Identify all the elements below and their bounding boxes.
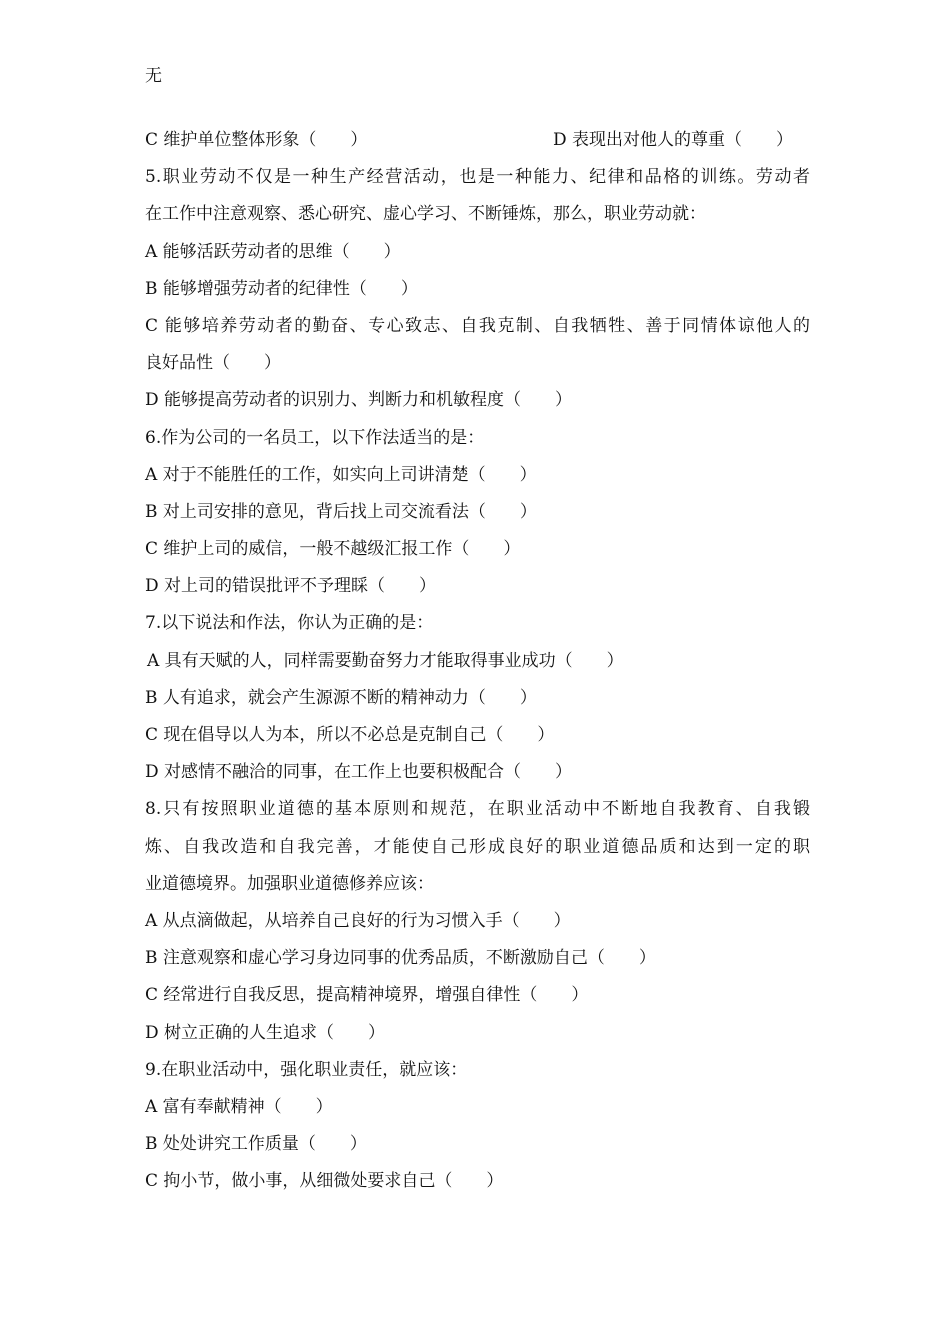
q9-option-c[interactable]: C 拘小节，做小事，从细微处要求自己（ ） (145, 1171, 504, 1192)
q6-option-a[interactable]: A 对于不能胜任的工作，如实向上司讲清楚（ ） (145, 464, 537, 485)
q8-stem-line: 8.只有按照职业道德的基本原则和规范，在职业活动中不断地自我教育、自我锻 (145, 799, 810, 820)
q7-option-a[interactable]: A 具有天赋的人，同样需要勤奋努力才能取得事业成功（ ） (147, 650, 624, 671)
q5-stem-line: 5.职业劳动不仅是一种生产经营活动，也是一种能力、纪律和品格的训练。劳动者 (145, 167, 810, 188)
q7-option-d[interactable]: D 对感情不融洽的同事，在工作上也要积极配合（ ） (145, 762, 573, 783)
q5-option-c-continued[interactable]: 良好品性（ ） (145, 353, 281, 374)
question-list (145, 122, 810, 1200)
q8-stem-line: 炼、自我改造和自我完善，才能使自己形成良好的职业道德品质和达到一定的职 (145, 836, 810, 857)
q6-option-b[interactable]: B 对上司安排的意见，背后找上司交流看法（ ） (145, 501, 537, 522)
q8-option-d[interactable]: D 树立正确的人生追求（ ） (145, 1022, 386, 1043)
q8-option-a[interactable]: A 从点滴做起，从培养自己良好的行为习惯入手（ ） (145, 910, 571, 931)
q7-option-b[interactable]: B 人有追求，就会产生源源不断的精神动力（ ） (145, 687, 537, 708)
q4-option-d[interactable]: D 表现出对他人的尊重（ ） (553, 130, 794, 150)
q9-stem: 9.在职业活动中，强化职业责任，就应该： (145, 1059, 468, 1080)
q5-option-c[interactable]: C 能够培养劳动者的勤奋、专心致志、自我克制、自我牺牲、善于同情体谅他人的 (145, 315, 810, 336)
q4-options-row (145, 122, 810, 159)
q6-stem: 6.作为公司的一名员工，以下作法适当的是： (145, 427, 485, 448)
q9-option-b[interactable]: B 处处讲究工作质量（ ） (145, 1134, 367, 1155)
q5-option-b[interactable]: B 能够增强劳动者的纪律性（ ） (145, 278, 418, 299)
q7-stem: 7.以下说法和作法，你认为正确的是： (145, 613, 434, 634)
q8-stem-line: 业道德境界。加强职业道德修养应该： (145, 873, 434, 894)
q5-stem-line: 在工作中注意观察、悉心研究、虚心学习、不断锤炼，那么，职业劳动就： (145, 204, 706, 225)
q8-option-b[interactable]: B 注意观察和虚心学习身边同事的优秀品质，不断激励自己（ ） (145, 948, 656, 969)
q7-option-c[interactable]: C 现在倡导以人为本，所以不必总是克制自己（ ） (145, 725, 555, 745)
q8-option-c[interactable]: C 经常进行自我反思，提高精神境界，增强自律性（ ） (145, 985, 589, 1006)
q4-option-c[interactable]: C 维护单位整体形象（ ） (145, 130, 368, 150)
q5-option-a[interactable]: A 能够活跃劳动者的思维（ ） (145, 241, 401, 262)
q5-option-d[interactable]: D 能够提高劳动者的识别力、判断力和机敏程度（ ） (145, 390, 573, 411)
q6-option-c[interactable]: C 维护上司的威信，一般不越级汇报工作（ ） (145, 539, 521, 560)
q9-option-a[interactable]: A 富有奉献精神（ ） (145, 1096, 333, 1117)
q6-option-d[interactable]: D 对上司的错误批评不予理睬（ ） (145, 576, 437, 597)
header-note: 无 (145, 66, 162, 86)
